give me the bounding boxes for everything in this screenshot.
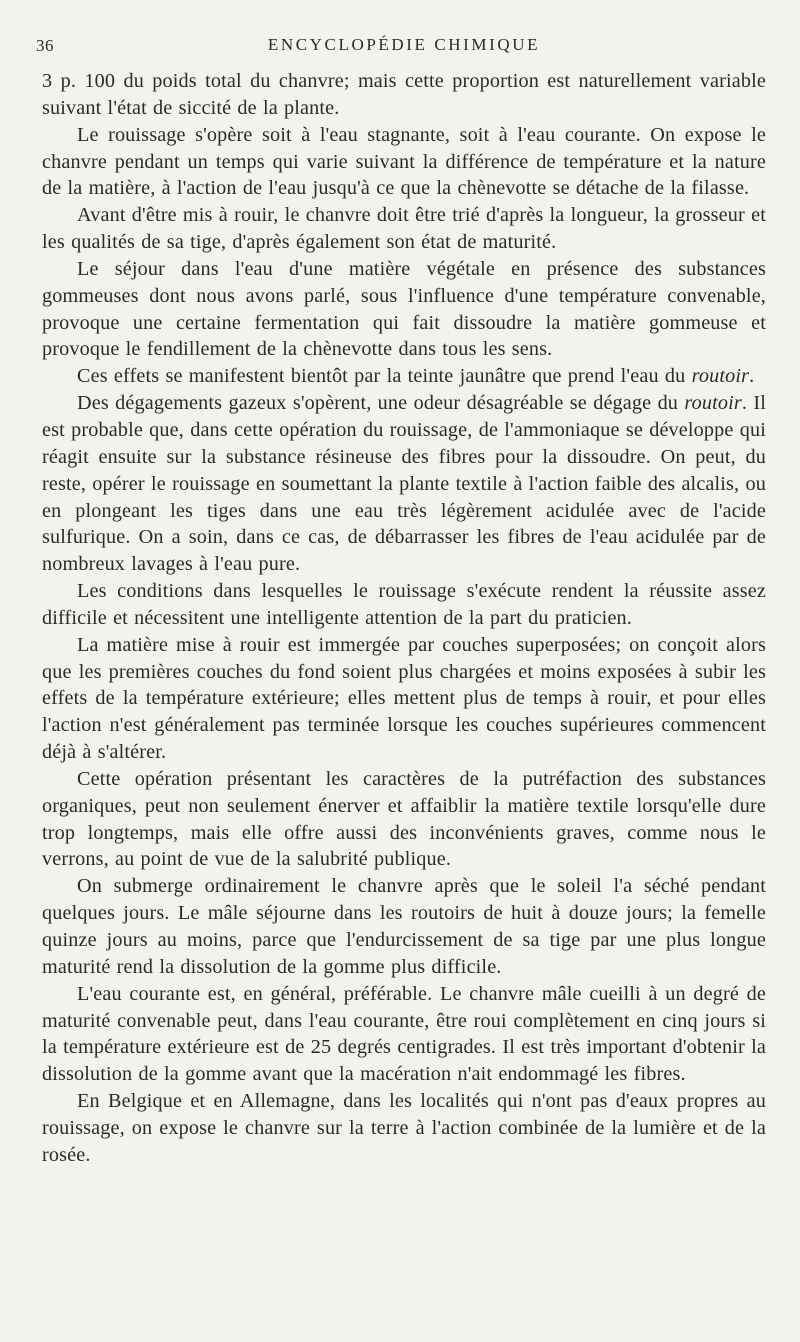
paragraph [42,122,766,203]
paragraph [42,632,766,766]
text-segment: 3 p. 100 du poids total du chanvre; mais cette proportion est naturellement variable suivant l'état de siccité de la plante. [42,70,766,119]
page-header [36,32,766,62]
paragraph [42,873,766,980]
paragraph [42,1088,766,1169]
text-segment: Les conditions dans lesquelles le rouissage s'exécute rendent la réussite assez difficile et nécessitent une intelligente attention de la part du praticien. [42,580,766,629]
body-text [42,68,766,1169]
text-segment: . Il est probable que, dans cette opération du rouissage, de l'ammoniaque se développe qui réagit ensuite sur la substance résineuse des fibres pour la dissoudre. On peut, du reste, opérer le rouissage en soumettant la plante textile à l'action faible des alcalis, ou en plongeant les tiges dans une eau très légèrement acidulée avec de l'acide sulfurique. On a soin, dans ce cas, de débarrasser les fibres de l'eau acidulée par de nombreux lavages à l'eau pure. [42,392,766,576]
italic-term: routoir [684,392,742,415]
text-segment: On submerge ordinairement le chanvre après que le soleil l'a séché pendant quelques jours. Le mâle séjourne dans les routoirs de huit à douze jours; la femelle quinze jours au moins, parce que l'endurcissement de sa tige par une plus longue maturité rend la dissolution de la gomme plus difficile. [42,875,766,978]
paragraph [42,578,766,632]
text-segment: La matière mise à rouir est immergée par couches superposées; on conçoit alors que les premières couches du fond soient plus chargées et moins exposées à subir les effets de la température extérieure; elles mettent plus de temps à rouir, et pour elles l'action n'est généralement pas terminée lorsque les couches supérieures commencent déjà à s'altérer. [42,633,766,764]
text-segment: Avant d'être mis à rouir, le chanvre doit être trié d'après la longueur, la grosseur et les qualités de sa tige, d'après également son état de maturité. [42,204,766,254]
paragraph [42,363,766,390]
paragraph [42,766,766,873]
paragraph [42,68,766,122]
paragraph [42,256,766,363]
text-segment: Le séjour dans l'eau d'une matière végétale en présence des substances gommeuses dont nous avons parlé, sous l'influence d'une température convenable, provoque une certaine fermentation qui fait dissoudre la matière gommeuse et provoque le fendillement de la chènevotte dans tous les sens. [42,257,766,361]
page-number: 36 [36,36,54,55]
paragraph [42,390,766,578]
text-segment: En Belgique et en Allemagne, dans les localités qui n'ont pas d'eaux propres au rouissage, on expose le chanvre sur la terre à l'action combinée de la lumière et de la rosée. [42,1090,766,1166]
running-title: ENCYCLOPÉDIE CHIMIQUE [267,35,541,54]
text-segment: L'eau courante est, en général, préférable. Le chanvre mâle cueilli à un degré de maturité convenable peut, dans l'eau courante, être roui complètement en cinq jours si la température extérieure est de 25 degrés centigrades. Il est très important d'obtenir la dissolution de la gomme avant que la macération n'ait endommagé les fibres. [42,982,766,1086]
paragraph [42,981,766,1088]
paragraph [42,202,766,256]
text-segment: . [749,365,755,388]
italic-term: routoir [691,365,750,388]
text-segment: Cette opération présentant les caractères de la putréfaction des substances organiques, peut non seulement énerver et affaiblir la matière textile lorsqu'elle dure trop longtemps, mais elle offre aussi des inconvénients graves, comme nous le verrons, au point de vue de la salubrité publique. [42,767,766,871]
text-segment: Ces effets se manifestent bientôt par la teinte jaunâtre que prend l'eau du [77,365,692,388]
text-segment: Le rouissage s'opère soit à l'eau stagnante, soit à l'eau courante. On expose le chanvre pendant un temps qui varie suivant la différence de température et la nature de la matière, à l'action de l'eau jusqu'à ce que la chènevotte se détache de la filasse. [42,123,766,200]
text-segment: Des dégagements gazeux s'opèrent, une odeur désagréable se dégage du [77,392,685,415]
